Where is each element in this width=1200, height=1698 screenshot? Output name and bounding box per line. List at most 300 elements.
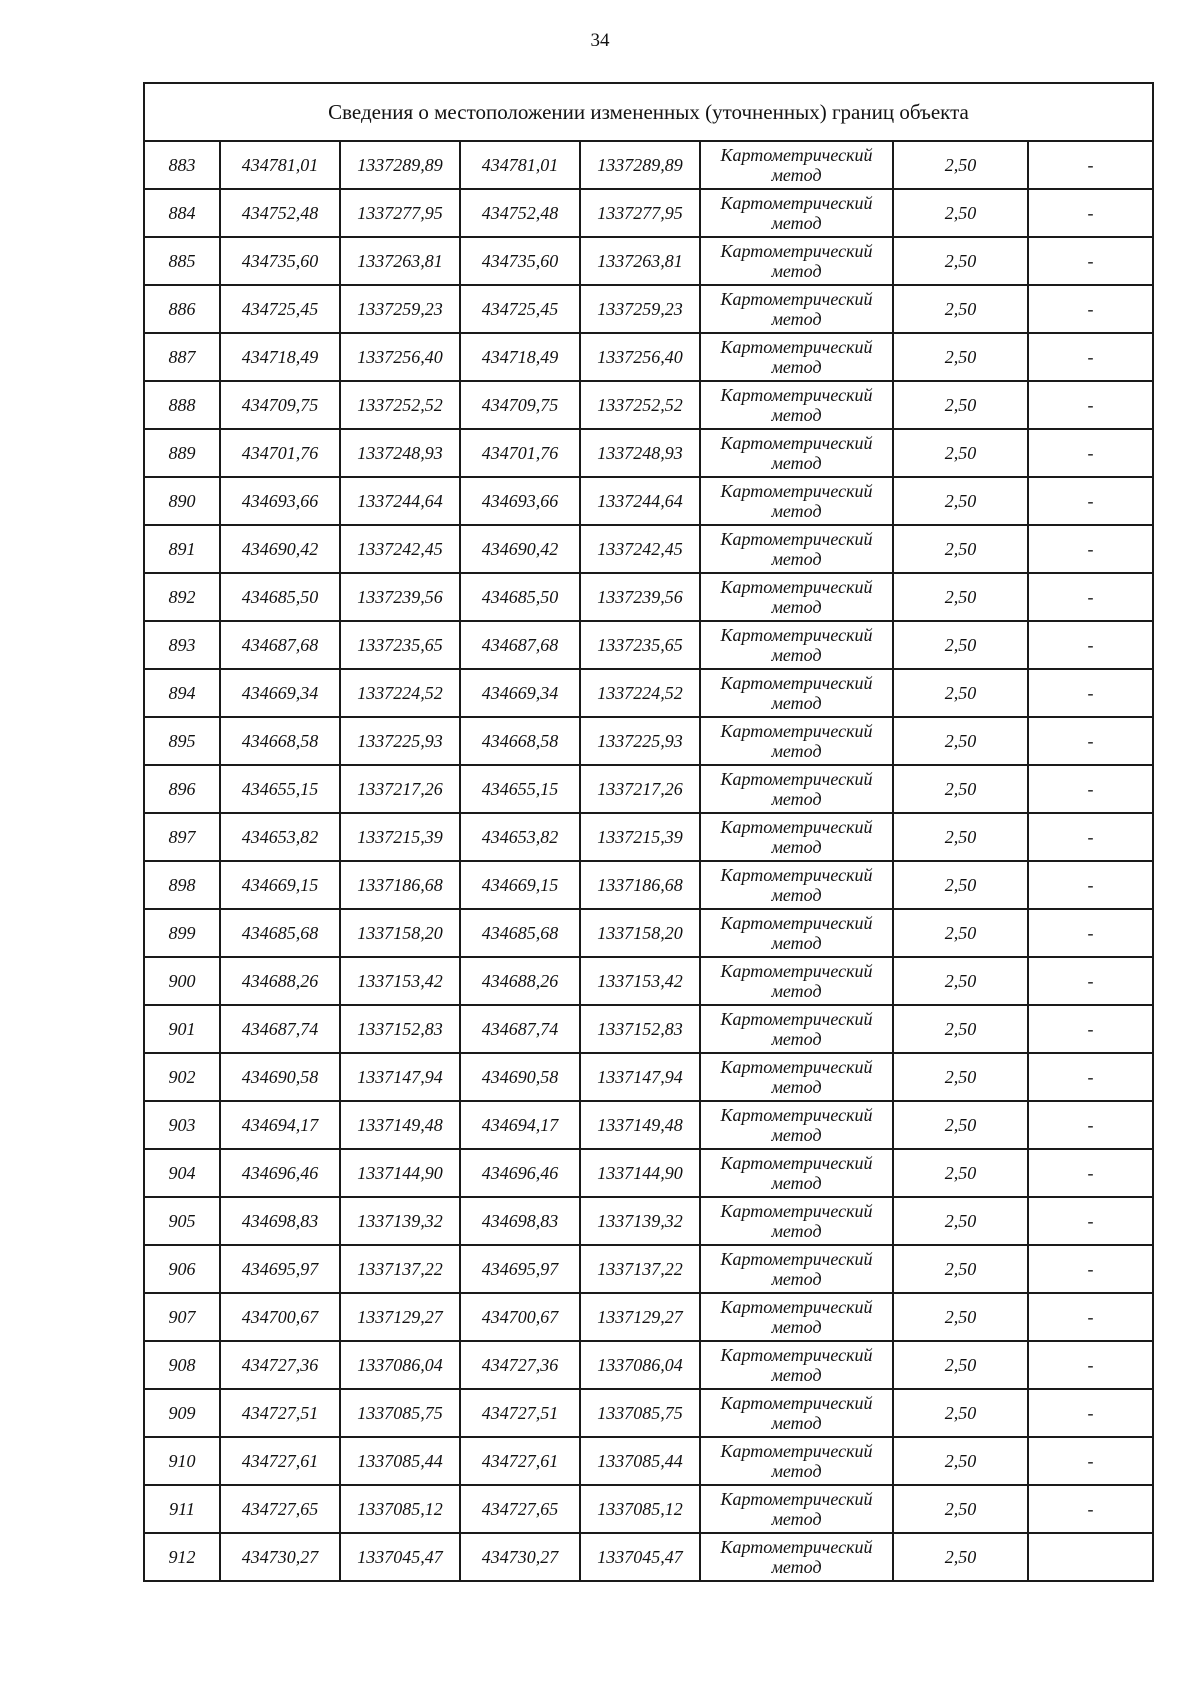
point-number-cell: 901 (144, 1005, 220, 1053)
existing-y-cell: 1337242,45 (340, 525, 460, 573)
refined-y-cell: 1337217,26 (580, 765, 700, 813)
method-cell (700, 189, 893, 237)
method-line-2: метод (771, 1173, 822, 1193)
note-cell: - (1028, 477, 1153, 525)
method-cell (700, 381, 893, 429)
note-cell: - (1028, 717, 1153, 765)
refined-x-cell: 434685,50 (460, 573, 580, 621)
existing-x-cell: 434655,15 (220, 765, 340, 813)
boundary-coordinates-table (143, 82, 1154, 1582)
method-cell (700, 1197, 893, 1245)
note-cell: - (1028, 909, 1153, 957)
accuracy-cell: 2,50 (893, 429, 1028, 477)
table-row (144, 1101, 1153, 1149)
refined-x-cell: 434687,74 (460, 1005, 580, 1053)
refined-x-cell: 434655,15 (460, 765, 580, 813)
existing-y-cell: 1337225,93 (340, 717, 460, 765)
refined-x-cell: 434690,58 (460, 1053, 580, 1101)
existing-x-cell: 434693,66 (220, 477, 340, 525)
refined-x-cell: 434668,58 (460, 717, 580, 765)
accuracy-cell: 2,50 (893, 1533, 1028, 1581)
method-cell (700, 477, 893, 525)
note-cell: - (1028, 189, 1153, 237)
existing-y-cell: 1337186,68 (340, 861, 460, 909)
accuracy-cell: 2,50 (893, 381, 1028, 429)
refined-x-cell: 434752,48 (460, 189, 580, 237)
method-line-1: Картометрический (720, 961, 873, 981)
method-line-2: метод (771, 1221, 822, 1241)
table-row (144, 621, 1153, 669)
method-line-2: метод (771, 1557, 822, 1577)
method-line-1: Картометрический (720, 337, 873, 357)
note-cell: - (1028, 429, 1153, 477)
method-line-1: Картометрический (720, 1249, 873, 1269)
method-cell (700, 1149, 893, 1197)
accuracy-cell: 2,50 (893, 1437, 1028, 1485)
method-line-1: Картометрический (720, 769, 873, 789)
accuracy-cell: 2,50 (893, 1341, 1028, 1389)
method-line-2: метод (771, 1029, 822, 1049)
method-line-2: метод (771, 597, 822, 617)
table-row (144, 669, 1153, 717)
table-row (144, 573, 1153, 621)
existing-y-cell: 1337289,89 (340, 141, 460, 189)
table-row (144, 141, 1153, 189)
method-cell (700, 1485, 893, 1533)
refined-y-cell: 1337147,94 (580, 1053, 700, 1101)
existing-x-cell: 434727,51 (220, 1389, 340, 1437)
refined-y-cell: 1337139,32 (580, 1197, 700, 1245)
existing-y-cell: 1337244,64 (340, 477, 460, 525)
refined-x-cell: 434653,82 (460, 813, 580, 861)
refined-x-cell: 434701,76 (460, 429, 580, 477)
note-cell: - (1028, 285, 1153, 333)
refined-x-cell: 434727,51 (460, 1389, 580, 1437)
accuracy-cell: 2,50 (893, 573, 1028, 621)
method-line-1: Картометрический (720, 289, 873, 309)
method-cell (700, 1437, 893, 1485)
point-number-cell: 886 (144, 285, 220, 333)
refined-y-cell: 1337129,27 (580, 1293, 700, 1341)
refined-x-cell: 434669,15 (460, 861, 580, 909)
existing-y-cell: 1337152,83 (340, 1005, 460, 1053)
point-number-cell: 904 (144, 1149, 220, 1197)
refined-x-cell: 434685,68 (460, 909, 580, 957)
refined-x-cell: 434695,97 (460, 1245, 580, 1293)
existing-x-cell: 434685,50 (220, 573, 340, 621)
method-line-1: Картометрический (720, 1441, 873, 1461)
existing-x-cell: 434653,82 (220, 813, 340, 861)
refined-x-cell: 434698,83 (460, 1197, 580, 1245)
method-line-2: метод (771, 1077, 822, 1097)
table-row (144, 237, 1153, 285)
refined-y-cell: 1337235,65 (580, 621, 700, 669)
accuracy-cell: 2,50 (893, 909, 1028, 957)
point-number-cell: 895 (144, 717, 220, 765)
method-line-1: Картометрический (720, 865, 873, 885)
method-line-1: Картометрический (720, 433, 873, 453)
refined-x-cell: 434718,49 (460, 333, 580, 381)
method-line-2: метод (771, 405, 822, 425)
refined-y-cell: 1337158,20 (580, 909, 700, 957)
method-line-2: метод (771, 549, 822, 569)
note-cell: - (1028, 525, 1153, 573)
existing-y-cell: 1337256,40 (340, 333, 460, 381)
method-line-1: Картометрический (720, 1345, 873, 1365)
accuracy-cell: 2,50 (893, 189, 1028, 237)
note-cell: - (1028, 957, 1153, 1005)
existing-x-cell: 434718,49 (220, 333, 340, 381)
method-line-2: метод (771, 309, 822, 329)
table-row (144, 861, 1153, 909)
refined-y-cell: 1337224,52 (580, 669, 700, 717)
accuracy-cell: 2,50 (893, 333, 1028, 381)
table-row (144, 717, 1153, 765)
note-cell: - (1028, 1485, 1153, 1533)
point-number-cell: 900 (144, 957, 220, 1005)
point-number-cell: 898 (144, 861, 220, 909)
table-row (144, 1389, 1153, 1437)
existing-y-cell: 1337085,12 (340, 1485, 460, 1533)
refined-x-cell: 434735,60 (460, 237, 580, 285)
note-cell: - (1028, 141, 1153, 189)
method-line-1: Картометрический (720, 1489, 873, 1509)
refined-y-cell: 1337186,68 (580, 861, 700, 909)
refined-x-cell: 434700,67 (460, 1293, 580, 1341)
refined-y-cell: 1337085,44 (580, 1437, 700, 1485)
method-cell (700, 1533, 893, 1581)
table-row (144, 1053, 1153, 1101)
table-row (144, 477, 1153, 525)
accuracy-cell: 2,50 (893, 285, 1028, 333)
note-cell: - (1028, 1293, 1153, 1341)
existing-y-cell: 1337158,20 (340, 909, 460, 957)
method-line-2: метод (771, 1365, 822, 1385)
accuracy-cell: 2,50 (893, 717, 1028, 765)
method-cell (700, 1101, 893, 1149)
refined-y-cell: 1337242,45 (580, 525, 700, 573)
method-line-1: Картометрический (720, 1297, 873, 1317)
point-number-cell: 897 (144, 813, 220, 861)
existing-y-cell: 1337224,52 (340, 669, 460, 717)
note-cell: - (1028, 333, 1153, 381)
refined-y-cell: 1337144,90 (580, 1149, 700, 1197)
existing-x-cell: 434698,83 (220, 1197, 340, 1245)
page-number: 34 (590, 30, 610, 51)
point-number-cell: 907 (144, 1293, 220, 1341)
method-cell (700, 909, 893, 957)
method-line-1: Картометрический (720, 529, 873, 549)
existing-y-cell: 1337045,47 (340, 1533, 460, 1581)
table-row (144, 1293, 1153, 1341)
note-cell: - (1028, 765, 1153, 813)
table-row (144, 1245, 1153, 1293)
method-line-2: метод (771, 261, 822, 281)
existing-y-cell: 1337252,52 (340, 381, 460, 429)
method-line-1: Картометрический (720, 577, 873, 597)
table-row (144, 1533, 1153, 1581)
accuracy-cell: 2,50 (893, 1293, 1028, 1341)
point-number-cell: 887 (144, 333, 220, 381)
accuracy-cell: 2,50 (893, 141, 1028, 189)
note-cell: - (1028, 237, 1153, 285)
refined-y-cell: 1337289,89 (580, 141, 700, 189)
point-number-cell: 911 (144, 1485, 220, 1533)
accuracy-cell: 2,50 (893, 1197, 1028, 1245)
method-line-2: метод (771, 1461, 822, 1481)
method-line-2: метод (771, 789, 822, 809)
method-line-1: Картометрический (720, 1105, 873, 1125)
existing-x-cell: 434752,48 (220, 189, 340, 237)
refined-x-cell: 434730,27 (460, 1533, 580, 1581)
existing-x-cell: 434727,65 (220, 1485, 340, 1533)
method-cell (700, 1389, 893, 1437)
existing-x-cell: 434668,58 (220, 717, 340, 765)
method-line-1: Картометрический (720, 1537, 873, 1557)
method-cell (700, 333, 893, 381)
refined-y-cell: 1337256,40 (580, 333, 700, 381)
method-line-1: Картометрический (720, 241, 873, 261)
accuracy-cell: 2,50 (893, 1245, 1028, 1293)
existing-x-cell: 434688,26 (220, 957, 340, 1005)
existing-y-cell: 1337277,95 (340, 189, 460, 237)
note-cell: - (1028, 621, 1153, 669)
point-number-cell: 893 (144, 621, 220, 669)
refined-x-cell: 434688,26 (460, 957, 580, 1005)
point-number-cell: 908 (144, 1341, 220, 1389)
existing-x-cell: 434696,46 (220, 1149, 340, 1197)
method-cell (700, 621, 893, 669)
point-number-cell: 889 (144, 429, 220, 477)
existing-x-cell: 434727,36 (220, 1341, 340, 1389)
existing-y-cell: 1337129,27 (340, 1293, 460, 1341)
point-number-cell: 894 (144, 669, 220, 717)
refined-x-cell: 434669,34 (460, 669, 580, 717)
method-line-1: Картометрический (720, 1009, 873, 1029)
refined-x-cell: 434696,46 (460, 1149, 580, 1197)
refined-x-cell: 434727,61 (460, 1437, 580, 1485)
existing-y-cell: 1337085,44 (340, 1437, 460, 1485)
existing-x-cell: 434727,61 (220, 1437, 340, 1485)
refined-y-cell: 1337259,23 (580, 285, 700, 333)
refined-y-cell: 1337252,52 (580, 381, 700, 429)
existing-x-cell: 434669,15 (220, 861, 340, 909)
method-line-2: метод (771, 1413, 822, 1433)
refined-y-cell: 1337215,39 (580, 813, 700, 861)
existing-x-cell: 434695,97 (220, 1245, 340, 1293)
point-number-cell: 905 (144, 1197, 220, 1245)
refined-x-cell: 434727,65 (460, 1485, 580, 1533)
existing-y-cell: 1337248,93 (340, 429, 460, 477)
method-line-2: метод (771, 453, 822, 473)
existing-y-cell: 1337147,94 (340, 1053, 460, 1101)
method-line-1: Картометрический (720, 1393, 873, 1413)
existing-x-cell: 434687,68 (220, 621, 340, 669)
note-cell: - (1028, 381, 1153, 429)
point-number-cell: 892 (144, 573, 220, 621)
table-row (144, 1197, 1153, 1245)
method-line-1: Картометрический (720, 1057, 873, 1077)
existing-x-cell: 434735,60 (220, 237, 340, 285)
note-cell: - (1028, 1341, 1153, 1389)
method-cell (700, 1005, 893, 1053)
refined-y-cell: 1337149,48 (580, 1101, 700, 1149)
method-line-1: Картометрический (720, 1201, 873, 1221)
method-line-1: Картометрический (720, 481, 873, 501)
existing-y-cell: 1337217,26 (340, 765, 460, 813)
existing-x-cell: 434700,67 (220, 1293, 340, 1341)
refined-x-cell: 434709,75 (460, 381, 580, 429)
refined-y-cell: 1337244,64 (580, 477, 700, 525)
existing-x-cell: 434685,68 (220, 909, 340, 957)
note-cell: - (1028, 861, 1153, 909)
point-number-cell: 912 (144, 1533, 220, 1581)
method-cell (700, 813, 893, 861)
accuracy-cell: 2,50 (893, 1101, 1028, 1149)
table-title: Сведения о местоположении измененных (уточненных) границ объекта (144, 83, 1153, 141)
existing-x-cell: 434730,27 (220, 1533, 340, 1581)
method-line-2: метод (771, 645, 822, 665)
method-line-1: Картометрический (720, 625, 873, 645)
point-number-cell: 902 (144, 1053, 220, 1101)
note-cell: - (1028, 1197, 1153, 1245)
method-line-2: метод (771, 741, 822, 761)
note-cell: - (1028, 1149, 1153, 1197)
point-number-cell: 890 (144, 477, 220, 525)
method-cell (700, 717, 893, 765)
method-cell (700, 285, 893, 333)
note-cell: - (1028, 1053, 1153, 1101)
existing-y-cell: 1337139,32 (340, 1197, 460, 1245)
table-row (144, 1437, 1153, 1485)
method-line-2: метод (771, 981, 822, 1001)
existing-y-cell: 1337263,81 (340, 237, 460, 285)
accuracy-cell: 2,50 (893, 957, 1028, 1005)
method-line-1: Картометрический (720, 193, 873, 213)
method-line-2: метод (771, 213, 822, 233)
existing-x-cell: 434709,75 (220, 381, 340, 429)
accuracy-cell: 2,50 (893, 765, 1028, 813)
table-row (144, 813, 1153, 861)
table-row (144, 909, 1153, 957)
table-row (144, 1005, 1153, 1053)
method-cell (700, 765, 893, 813)
method-cell (700, 957, 893, 1005)
method-line-1: Картометрический (720, 817, 873, 837)
method-cell (700, 429, 893, 477)
existing-y-cell: 1337085,75 (340, 1389, 460, 1437)
existing-y-cell: 1337235,65 (340, 621, 460, 669)
accuracy-cell: 2,50 (893, 237, 1028, 285)
point-number-cell: 899 (144, 909, 220, 957)
table-row (144, 1341, 1153, 1389)
method-line-2: метод (771, 357, 822, 377)
method-line-2: метод (771, 1269, 822, 1289)
existing-x-cell: 434701,76 (220, 429, 340, 477)
accuracy-cell: 2,50 (893, 1053, 1028, 1101)
point-number-cell: 884 (144, 189, 220, 237)
table-title-row (144, 83, 1153, 141)
method-line-2: метод (771, 933, 822, 953)
accuracy-cell: 2,50 (893, 813, 1028, 861)
point-number-cell: 910 (144, 1437, 220, 1485)
refined-x-cell: 434694,17 (460, 1101, 580, 1149)
point-number-cell: 909 (144, 1389, 220, 1437)
note-cell: - (1028, 573, 1153, 621)
method-cell (700, 669, 893, 717)
table-row (144, 525, 1153, 573)
existing-x-cell: 434687,74 (220, 1005, 340, 1053)
accuracy-cell: 2,50 (893, 1389, 1028, 1437)
accuracy-cell: 2,50 (893, 525, 1028, 573)
point-number-cell: 883 (144, 141, 220, 189)
method-line-2: метод (771, 165, 822, 185)
note-cell: - (1028, 1005, 1153, 1053)
refined-y-cell: 1337225,93 (580, 717, 700, 765)
accuracy-cell: 2,50 (893, 621, 1028, 669)
existing-y-cell: 1337137,22 (340, 1245, 460, 1293)
point-number-cell: 896 (144, 765, 220, 813)
method-cell (700, 861, 893, 909)
accuracy-cell: 2,50 (893, 1149, 1028, 1197)
refined-x-cell: 434693,66 (460, 477, 580, 525)
existing-y-cell: 1337149,48 (340, 1101, 460, 1149)
existing-y-cell: 1337086,04 (340, 1341, 460, 1389)
method-line-1: Картометрический (720, 385, 873, 405)
table-row (144, 1485, 1153, 1533)
method-cell (700, 573, 893, 621)
existing-x-cell: 434781,01 (220, 141, 340, 189)
point-number-cell: 885 (144, 237, 220, 285)
refined-y-cell: 1337045,47 (580, 1533, 700, 1581)
accuracy-cell: 2,50 (893, 1005, 1028, 1053)
method-line-1: Картометрический (720, 913, 873, 933)
refined-x-cell: 434727,36 (460, 1341, 580, 1389)
refined-y-cell: 1337085,12 (580, 1485, 700, 1533)
refined-x-cell: 434781,01 (460, 141, 580, 189)
method-cell (700, 1053, 893, 1101)
point-number-cell: 903 (144, 1101, 220, 1149)
refined-y-cell: 1337085,75 (580, 1389, 700, 1437)
existing-y-cell: 1337144,90 (340, 1149, 460, 1197)
method-cell (700, 525, 893, 573)
table-row (144, 957, 1153, 1005)
refined-y-cell: 1337248,93 (580, 429, 700, 477)
existing-x-cell: 434694,17 (220, 1101, 340, 1149)
existing-y-cell: 1337239,56 (340, 573, 460, 621)
note-cell: - (1028, 1389, 1153, 1437)
existing-y-cell: 1337259,23 (340, 285, 460, 333)
refined-y-cell: 1337277,95 (580, 189, 700, 237)
existing-y-cell: 1337215,39 (340, 813, 460, 861)
method-line-2: метод (771, 693, 822, 713)
table-row (144, 1149, 1153, 1197)
table-row (144, 189, 1153, 237)
note-cell: - (1028, 813, 1153, 861)
refined-y-cell: 1337153,42 (580, 957, 700, 1005)
method-line-1: Картометрический (720, 721, 873, 741)
refined-y-cell: 1337263,81 (580, 237, 700, 285)
accuracy-cell: 2,50 (893, 477, 1028, 525)
method-cell (700, 1245, 893, 1293)
method-line-2: метод (771, 885, 822, 905)
refined-x-cell: 434687,68 (460, 621, 580, 669)
method-cell (700, 1293, 893, 1341)
method-line-2: метод (771, 1125, 822, 1145)
point-number-cell: 906 (144, 1245, 220, 1293)
refined-y-cell: 1337152,83 (580, 1005, 700, 1053)
accuracy-cell: 2,50 (893, 861, 1028, 909)
